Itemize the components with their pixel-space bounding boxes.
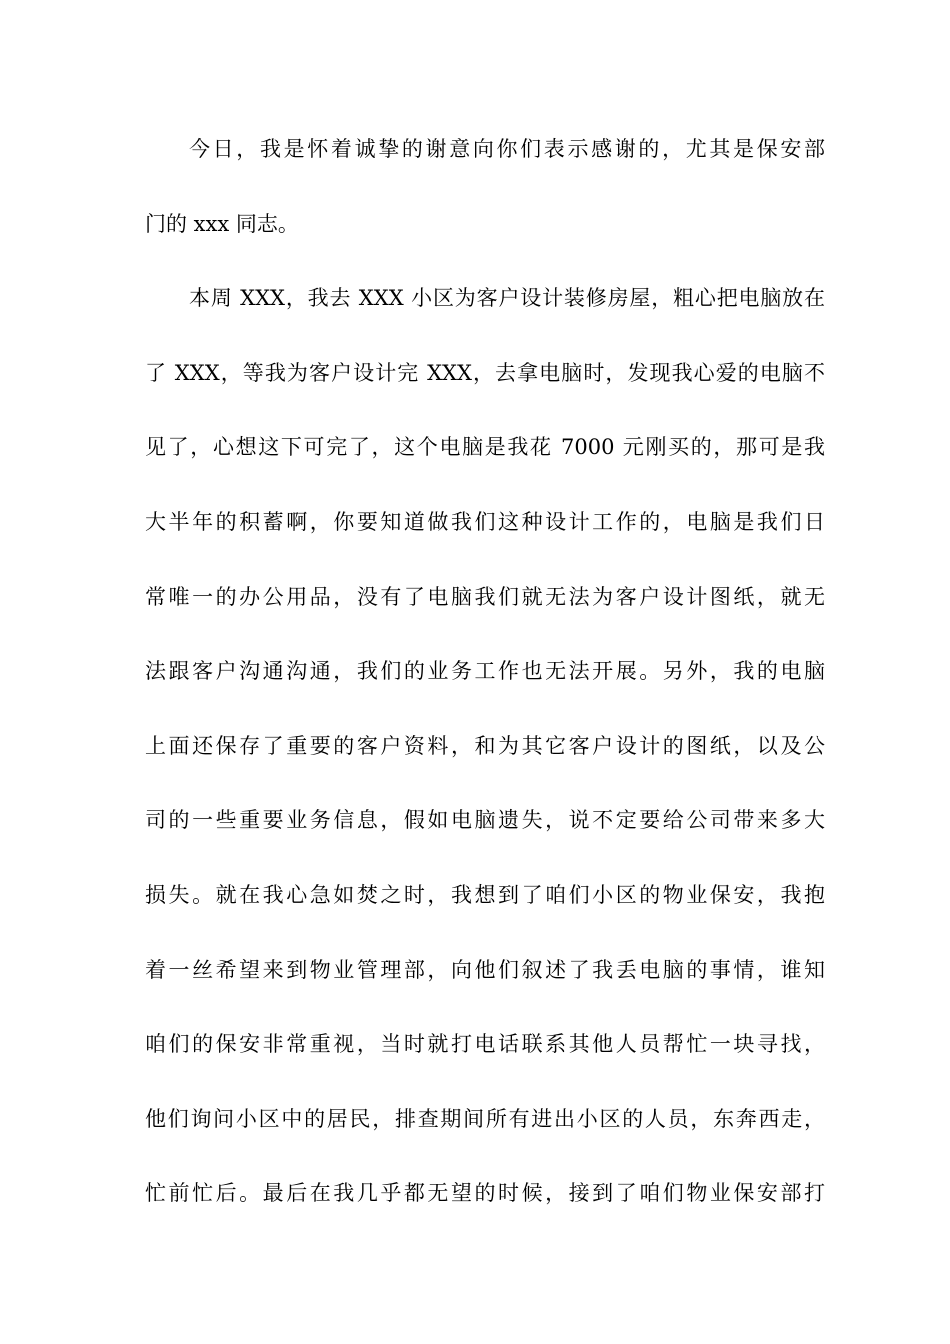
paragraph-2-line-10: 着一丝希望来到物业管理部，向他们叙述了我丢电脑的事情，谁知 xyxy=(145,957,825,982)
paragraph-2-line-9: 损失。就在我心急如焚之时，我想到了咱们小区的物业保安，我抱 xyxy=(145,882,825,907)
paragraph-2-line-2: 了 XXX，等我为客户设计完 XXX，去拿电脑时，发现我心爱的电脑不 xyxy=(145,360,825,385)
paragraph-2-line-13: 忙前忙后。最后在我几乎都无望的时候，接到了咱们物业保安部打 xyxy=(145,1181,825,1206)
paragraph-2-line-1: 本周 XXX，我去 XXX 小区为客户设计装修房屋，粗心把电脑放在 xyxy=(189,286,825,311)
letter-body xyxy=(145,131,825,1250)
paragraph-2-line-6: 法跟客户沟通沟通，我们的业务工作也无法开展。另外，我的电脑 xyxy=(145,659,825,684)
paragraph-2-line-12: 他们询问小区中的居民，排查期间所有进出小区的人员，东奔西走， xyxy=(145,1106,825,1131)
paragraph-2-line-5: 常唯一的办公用品，没有了电脑我们就无法为客户设计图纸，就无 xyxy=(145,584,825,609)
paragraph-2-line-7: 上面还保存了重要的客户资料，和为其它客户设计的图纸，以及公 xyxy=(145,733,825,758)
paragraph-2-line-4: 大半年的积蓄啊，你要知道做我们这种设计工作的，电脑是我们日 xyxy=(145,509,825,534)
paragraph-1-line-1: 今日，我是怀着诚挚的谢意向你们表示感谢的，尤其是保安部 xyxy=(189,137,825,161)
paragraph-2-line-8: 司的一些重要业务信息，假如电脑遗失，说不定要给公司带来多大 xyxy=(145,808,825,833)
paragraph-1-line-2: 门的 xxx 同志。 xyxy=(145,211,299,236)
paragraph-2-line-3: 见了，心想这下可完了，这个电脑是我花 7000 元刚买的，那可是我 xyxy=(145,435,825,460)
paragraph-2-line-11: 咱们的保安非常重视，当时就打电话联系其他人员帮忙一块寻找， xyxy=(145,1032,825,1057)
